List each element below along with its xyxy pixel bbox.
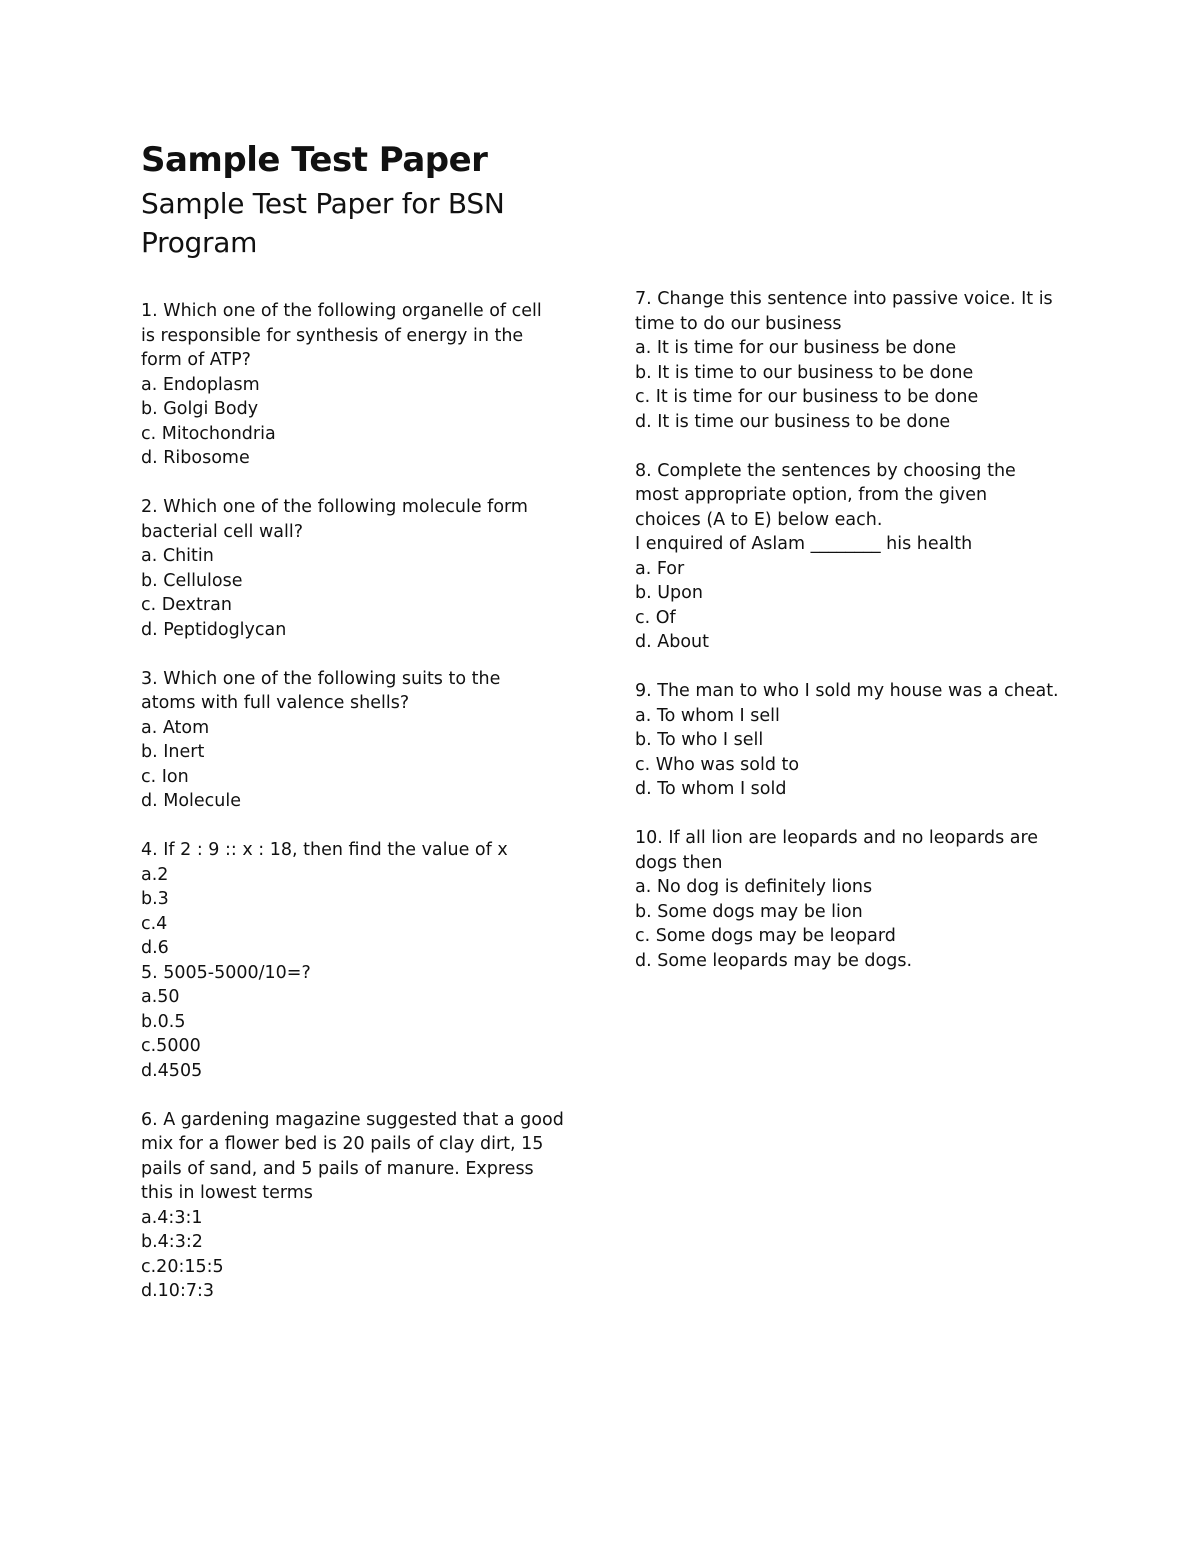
- answer-option: d. To whom I sold: [635, 779, 787, 799]
- answer-option: b. Some dogs may be lion: [635, 901, 863, 922]
- answer-option: a. No dog is definitely lions: [635, 877, 873, 897]
- answer-option: c.5000: [141, 1036, 201, 1056]
- question-block: [141, 961, 581, 1084]
- answer-option: d.4505: [141, 1060, 203, 1081]
- answer-option: c. Ion: [141, 766, 189, 787]
- question-text: I enquired of Aslam ________ his health: [635, 534, 973, 554]
- answer-option: a. For: [635, 558, 685, 579]
- question-text: mix for a flower bed is 20 pails of clay dirt, 15: [141, 1134, 544, 1154]
- question-text: bacterial cell wall?: [141, 521, 304, 542]
- question-text: time to do our business: [635, 313, 842, 334]
- page-subtitle: Sample Test Paper for BSN Program: [141, 187, 505, 259]
- question-block: [141, 299, 581, 471]
- answer-option: c. Of: [635, 607, 676, 628]
- question-block: [635, 459, 1075, 655]
- question-text: pails of sand, and 5 pails of manure. Express: [141, 1158, 534, 1179]
- question-block: [141, 838, 581, 961]
- question-block: [141, 1108, 581, 1304]
- answer-option: b. Inert: [141, 742, 205, 762]
- answer-option: c.20:15:5: [141, 1256, 224, 1277]
- question-text: 9. The man to who I sold my house was a cheat.: [635, 681, 1059, 701]
- question-text: 3. Which one of the following suits to the: [141, 668, 501, 689]
- question-text: this in lowest terms: [141, 1183, 313, 1203]
- question-text: 1. Which one of the following organelle of cell: [141, 301, 542, 321]
- answer-option: c.4: [141, 913, 168, 934]
- page-title: Sample Test Paper: [141, 140, 488, 180]
- answer-option: d. About: [635, 632, 709, 652]
- answer-option: d. Molecule: [141, 791, 242, 811]
- question-text: dogs then: [635, 852, 723, 873]
- answer-option: d.6: [141, 938, 169, 958]
- answer-option: d. Peptidoglycan: [141, 619, 287, 640]
- answer-option: b.3: [141, 889, 169, 909]
- question-text: 10. If all lion are leopards and no leopards are: [635, 828, 1039, 848]
- question-text: 5. 5005-5000/10=?: [141, 962, 311, 983]
- answer-option: b. Cellulose: [141, 570, 243, 591]
- answer-option: a.2: [141, 864, 169, 885]
- question-text: 4. If 2 : 9 :: x : 18, then find the value of x: [141, 840, 508, 860]
- answer-option: d. Ribosome: [141, 448, 250, 468]
- answer-option: c. Mitochondria: [141, 423, 276, 444]
- answer-option: b. To who I sell: [635, 730, 764, 750]
- answer-option: d. Some leopards may be dogs.: [635, 950, 913, 971]
- question-text: choices (A to E) below each.: [635, 509, 883, 530]
- answer-option: a. To whom I sell: [635, 705, 780, 726]
- answer-option: b. Golgi Body: [141, 399, 259, 419]
- question-text: 8. Complete the sentences by choosing the: [635, 460, 1016, 481]
- answer-option: b. Upon: [635, 583, 703, 603]
- answer-option: c. Some dogs may be leopard: [635, 926, 896, 946]
- question-block: [635, 679, 1075, 802]
- question-text: most appropriate option, from the given: [635, 485, 988, 505]
- question-text: 6. A gardening magazine suggested that a good: [141, 1109, 564, 1130]
- question-text: is responsible for synthesis of energy in the: [141, 325, 524, 346]
- answer-option: d. It is time our business to be done: [635, 411, 951, 432]
- answer-option: c. Who was sold to: [635, 754, 800, 775]
- question-block: [141, 495, 581, 642]
- question-block: [635, 287, 1075, 434]
- answer-option: a.50: [141, 987, 180, 1007]
- question-text: 7. Change this sentence into passive voice. It is: [635, 289, 1053, 309]
- question-block: [141, 667, 581, 814]
- answer-option: a. Endoplasm: [141, 374, 260, 395]
- answer-option: b.4:3:2: [141, 1232, 203, 1252]
- answer-option: a. Chitin: [141, 546, 214, 566]
- question-block: [635, 826, 1075, 973]
- right-column: [635, 287, 1075, 998]
- answer-option: c. Dextran: [141, 595, 232, 615]
- answer-option: b. It is time to our business to be done: [635, 362, 974, 383]
- answer-option: a. Atom: [141, 717, 210, 738]
- question-text: form of ATP?: [141, 350, 251, 370]
- answer-option: a.4:3:1: [141, 1207, 203, 1228]
- left-column: [141, 299, 581, 1328]
- answer-option: b.0.5: [141, 1011, 186, 1032]
- question-text: atoms with full valence shells?: [141, 693, 410, 713]
- answer-option: d.10:7:3: [141, 1281, 214, 1301]
- answer-option: a. It is time for our business be done: [635, 338, 957, 358]
- question-text: 2. Which one of the following molecule form: [141, 497, 528, 517]
- answer-option: c. It is time for our business to be done: [635, 387, 979, 407]
